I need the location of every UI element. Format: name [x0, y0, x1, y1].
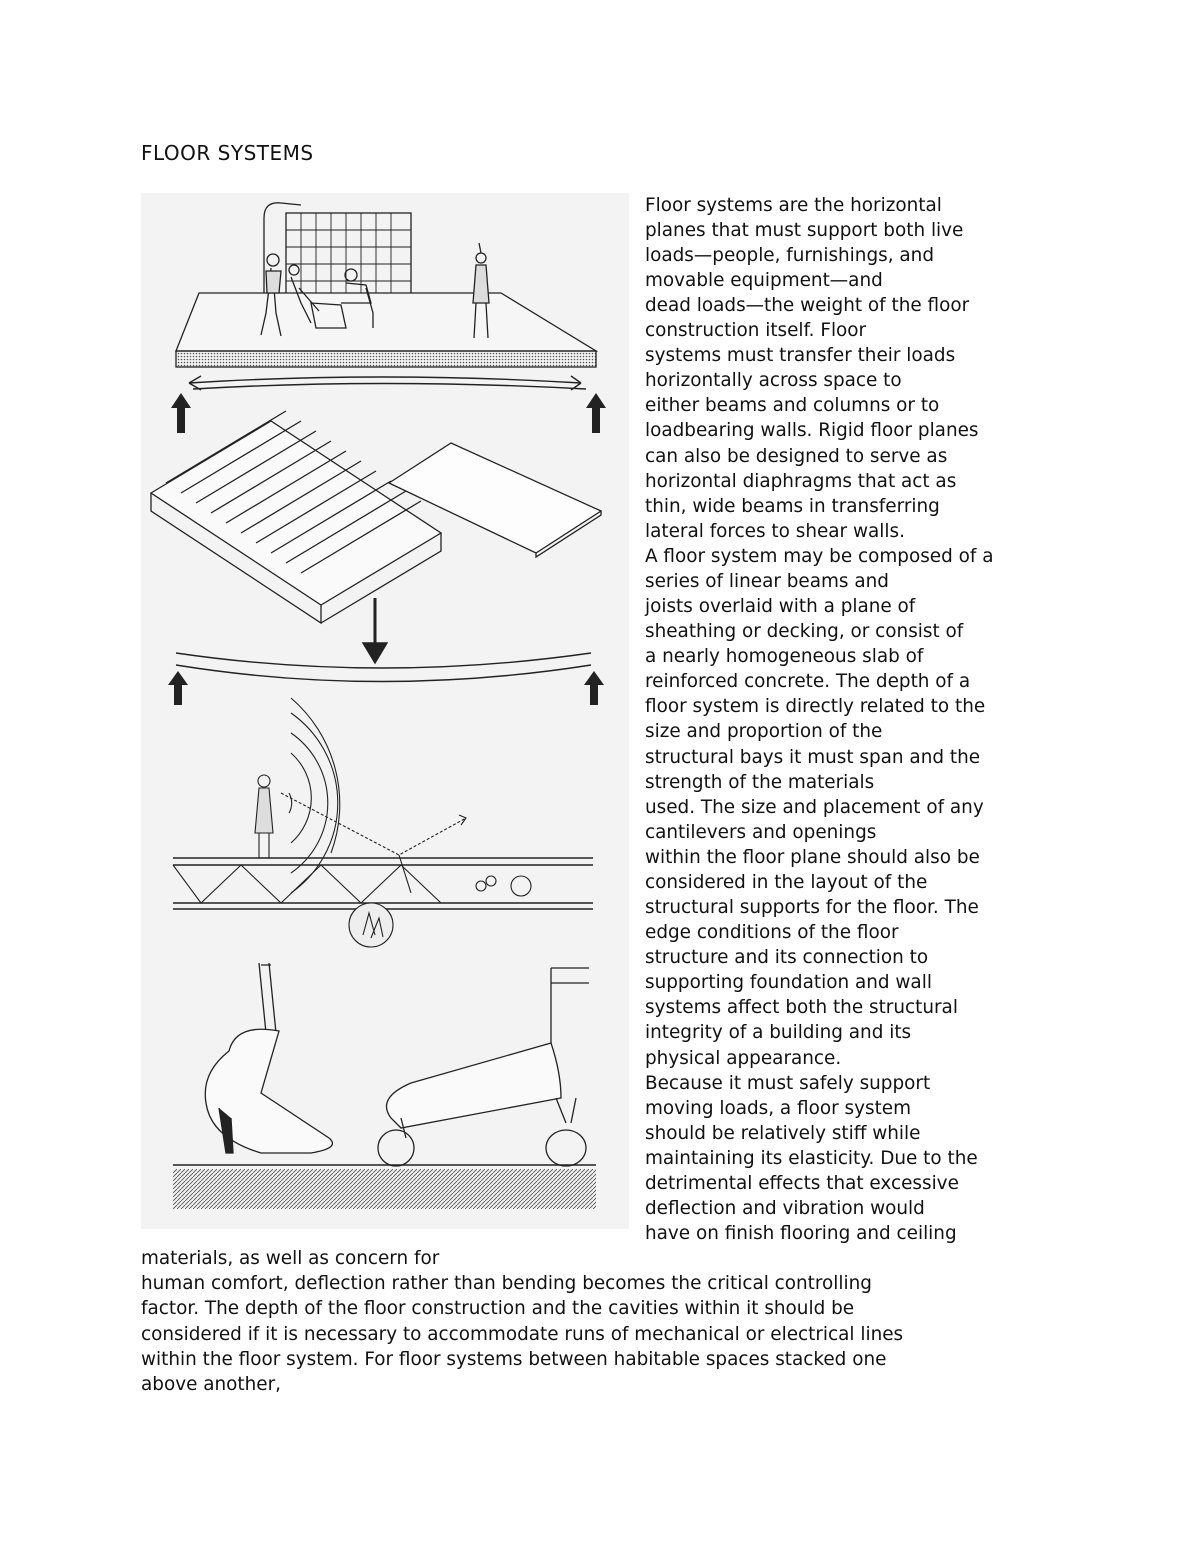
body-text-line: systems affect both the structural — [645, 997, 958, 1018]
body-text-line: maintaining its elasticity. Due to the — [645, 1148, 978, 1169]
body-text-line: either beams and columns or to — [645, 395, 940, 416]
body-text-line: moving loads, a floor system — [645, 1098, 912, 1119]
body-text-line: cantilevers and openings — [645, 822, 877, 843]
floor-systems-illustration — [141, 193, 629, 1229]
body-text-line: within the floor system. For floor systems between habitable spaces stacked one — [141, 1349, 887, 1370]
body-text-line: used. The size and placement of any — [645, 797, 984, 818]
body-text-line: a nearly homogeneous slab of — [645, 646, 924, 667]
slab-with-people-drawing — [176, 203, 596, 367]
body-text-line: size and proportion of the — [645, 721, 883, 742]
body-text-line: systems must transfer their loads — [645, 345, 956, 366]
body-text-line: Because it must safely support — [645, 1073, 931, 1094]
acoustic-floor-drawing — [173, 698, 593, 947]
body-text-line: Floor systems are the horizontal — [645, 195, 942, 216]
body-text-line: edge conditions of the floor — [645, 922, 899, 943]
body-text-line: supporting foundation and wall — [645, 972, 932, 993]
body-text-line: loads—people, furnishings, and — [645, 245, 934, 266]
body-text-line: sheathing or decking, or consist of — [645, 621, 964, 642]
body-text-line: lateral forces to shear walls. — [645, 521, 905, 542]
body-text-line: horizontal diaphragms that act as — [645, 471, 957, 492]
body-text-line: deflection and vibration would — [645, 1198, 925, 1219]
body-text-line: detrimental effects that excessive — [645, 1173, 959, 1194]
body-text-line: floor system is directly related to the — [645, 696, 986, 717]
body-text-line: structure and its connection to — [645, 947, 929, 968]
body-text-line: above another, — [141, 1374, 282, 1395]
body-text-line: A floor system may be composed of a — [645, 546, 994, 567]
beam-deflection-drawing — [176, 598, 591, 682]
body-text-line: can also be designed to serve as — [645, 446, 948, 467]
body-text-line: materials, as well as concern for — [141, 1248, 440, 1269]
body-text-line: thin, wide beams in transferring — [645, 496, 940, 517]
support-arrow-icons — [171, 393, 606, 433]
body-text-line: have on finish flooring and ceiling — [645, 1223, 957, 1244]
body-text-line: series of linear beams and — [645, 571, 889, 592]
body-text-line: loadbearing walls. Rigid floor planes — [645, 420, 979, 441]
body-text-line: within the floor plane should also be — [645, 847, 980, 868]
body-text-line: movable equipment—and — [645, 270, 883, 291]
body-text-line: considered if it is necessary to accommodate runs of mechanical or electrical lines — [141, 1324, 904, 1345]
body-text-line: planes that must support both live — [645, 220, 964, 241]
body-text-line: factor. The depth of the floor construction and the cavities within it should be — [141, 1298, 855, 1319]
page-title: FLOOR SYSTEMS — [141, 141, 314, 165]
body-text-line: dead loads—the weight of the floor — [645, 295, 970, 316]
body-text-line: considered in the layout of the — [645, 872, 928, 893]
body-text-line: structural supports for the floor. The — [645, 897, 979, 918]
joists-and-decking-drawing — [151, 411, 601, 623]
body-text-line: should be relatively stiff while — [645, 1123, 921, 1144]
body-text-line: structural bays it must span and the — [645, 747, 981, 768]
body-text-line: joists overlaid with a plane of — [645, 596, 916, 617]
moving-loads-drawing — [173, 963, 596, 1209]
body-text-line: horizontally across space to — [645, 370, 902, 391]
span-arrows — [189, 376, 586, 390]
body-text-line: physical appearance. — [645, 1048, 842, 1069]
body-text-line: reinforced concrete. The depth of a — [645, 671, 971, 692]
body-text-line: strength of the materials — [645, 772, 875, 793]
body-text-line: construction itself. Floor — [645, 320, 867, 341]
body-text-line: integrity of a building and its — [645, 1022, 912, 1043]
body-text-line: human comfort, deflection rather than bending becomes the critical controlling — [141, 1273, 872, 1294]
beam-support-arrow-icons — [168, 671, 604, 705]
